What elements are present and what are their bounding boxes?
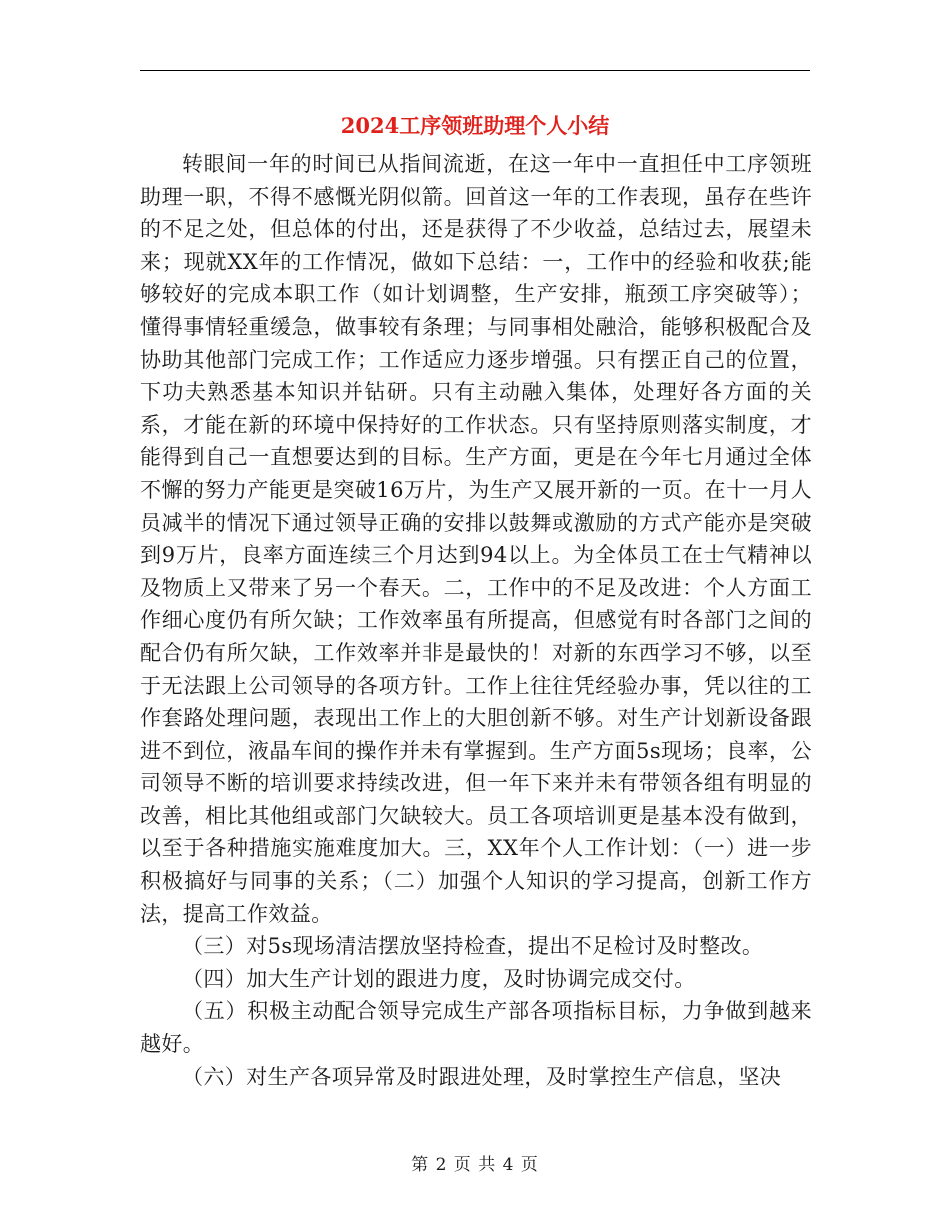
body-paragraph-2: （三）对5s现场清洁摆放坚持检查，提出不足检讨及时整改。 (182, 934, 764, 959)
document-title: 2024工序领班助理个人小结 (340, 113, 610, 138)
header-rule (140, 70, 810, 71)
body-paragraph-3: （四）加大生产计划的跟进力度，及时协调完成交付。 (182, 966, 696, 991)
body-paragraph-1: 转眼间一年的时间已从指间流逝，在这一年中一直担任中工序领班助理一职，不得不感慨光阴似箭。回首这一年的工作表现，虽存在些许的不足之处，但总体的付出，还是获得了不少收益，总结过去，展望未来；现就XX年的工作情况，做如下总结：一，工作中的经验和收获;能够较好的完成本职工作（如计划调整，生产安排，瓶颈工序突破等）；懂得事情轻重缓急，做事较有条理；与同事相处融洽，能够积极配合及协助其他部门完成工作；工作适应力逐步增强。只有摆正自己的位置，下功夫熟悉基本知识并钻研。只有主动融入集体，处理好各方面的关系，才能在新的环境中保持好的工作状态。只有坚持原则落实制度，才能得到自己一直想要达到的目标。生产方面，更是在今年七月通过全体不懈的努力产能更是突破16万片，为生产又展开新的一页。在十一月人员减半的情况下通过领导正确的安排以鼓舞或激励的方式产能亦是突破到9万片，良率方面连续三个月达到94以上。为全体员工在士气精神以及物质上又带来了另一个春天。二，工作中的不足及改进：个人方面工作细心度仍有所欠缺；工作效率虽有所提高，但感觉有时各部门之间的配合仍有所欠缺，工作效率并非是最快的！对新的东西学习不够，以至于无法跟上公司领导的各项方针。工作上往往凭经验办事，凭以往的工作套路处理问题，表现出工作上的大胆创新不够。对生产计划新设备跟进不到位，液晶车间的操作并未有掌握到。生产方面5s现场；良率，公司领导不断的培训要求持续改进，但一年下来并未有带领各组有明显的改善，相比其他组或部门欠缺较大。员工各项培训更是基本没有做到，以至于各种措施实施难度加大。三，XX年个人工作计划：（一）进一步积极搞好与同事的关系；（二）加强个人知识的学习提高，创新工作方法，提高工作效益。 (140, 152, 812, 926)
body-paragraph-5: （六）对生产各项异常及时跟进处理，及时掌控生产信息，坚决 (182, 1064, 782, 1089)
document-body (140, 148, 812, 1093)
body-paragraph-4: （五）积极主动配合领导完成生产部各项指标目标，力争做到越来越好。 (140, 999, 812, 1057)
page-number-footer: 第 2 页 共 4 页 (411, 1155, 539, 1175)
